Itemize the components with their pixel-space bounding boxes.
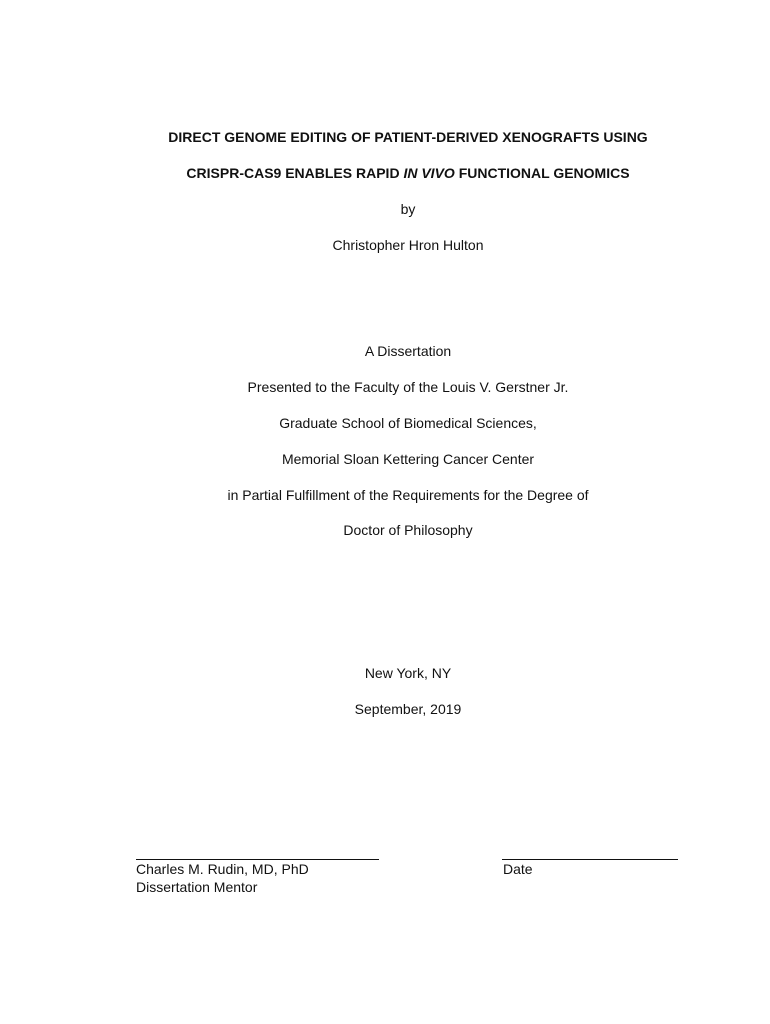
- date: September, 2019: [354, 701, 462, 717]
- mentor-name: Charles M. Rudin, MD, PhD: [136, 861, 309, 877]
- dissertation-line-3: Graduate School of Biomedical Sciences,: [279, 415, 537, 431]
- author-name: Christopher Hron Hulton: [332, 237, 484, 253]
- by-label: by: [400, 201, 416, 217]
- place: New York, NY: [364, 665, 452, 681]
- title-line-2-prefix: CRISPR-CAS9 ENABLES RAPID: [186, 165, 404, 181]
- dissertation-line-1: A Dissertation: [364, 343, 452, 359]
- date-label: Date: [503, 861, 533, 877]
- mentor-role: Dissertation Mentor: [136, 879, 258, 895]
- dissertation-line-6: Doctor of Philosophy: [343, 522, 473, 538]
- dissertation-line-2: Presented to the Faculty of the Louis V. Gerstner Jr.: [247, 379, 569, 395]
- title-line-1: DIRECT GENOME EDITING OF PATIENT-DERIVED XENOGRAFTS USING: [168, 129, 648, 145]
- title-line-2-suffix: FUNCTIONAL GENOMICS: [454, 165, 630, 181]
- title-line-2-italic: IN VIVO: [403, 165, 455, 181]
- dissertation-line-4: Memorial Sloan Kettering Cancer Center: [281, 451, 535, 467]
- dissertation-line-5: in Partial Fulfillment of the Requirements for the Degree of: [227, 487, 589, 503]
- title-line-2: [23, 164, 770, 182]
